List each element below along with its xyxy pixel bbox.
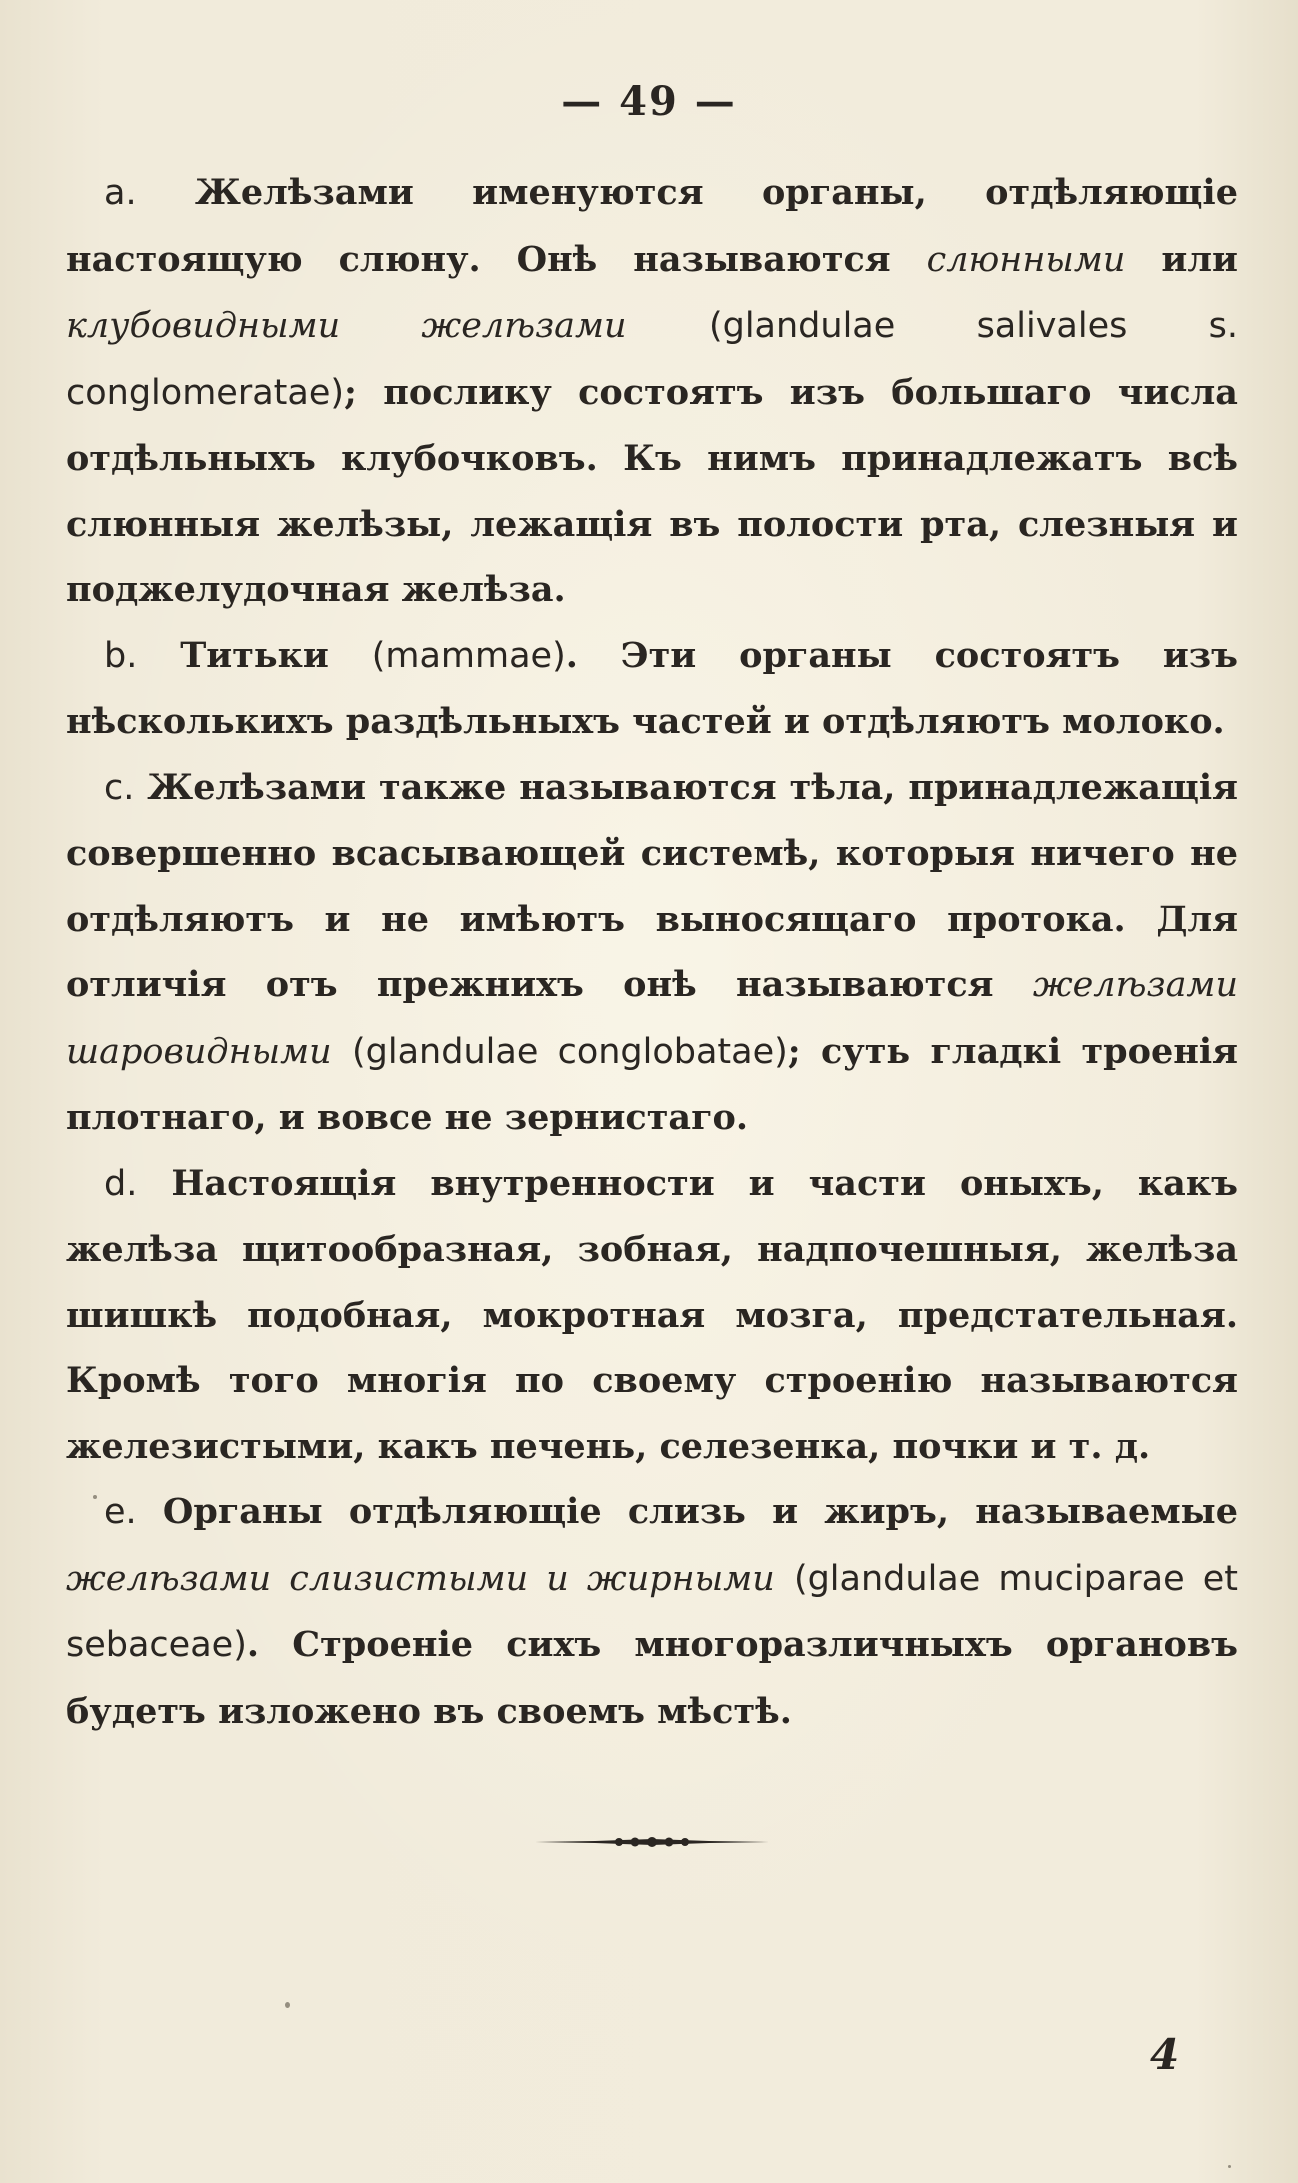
paragraph-label: b. (104, 635, 138, 676)
paragraph-label: d. (104, 1163, 138, 1204)
latin-term: (glandulae conglobatae) (352, 1031, 788, 1072)
signature-mark: 4 (1150, 2030, 1180, 2079)
italic-term: клубовидными желѣзами (66, 306, 627, 346)
paragraph-text: или (1125, 238, 1238, 280)
paper-speck (93, 1495, 97, 1499)
paper-speck (285, 2002, 290, 2008)
paragraph-text (332, 1031, 352, 1072)
paragraph-text: Титьки (137, 634, 372, 676)
latin-term: (glandulae salivales s. conglomeratae) (66, 306, 1238, 413)
paragraph-c (66, 755, 1238, 1151)
paragraph-text: Желѣзами также называются тѣла, принадлежащія совершенно всасывающей системѣ, которыя ничего не отдѣляютъ и не имѣютъ выносящаго протока. Для отличія отъ прежнихъ онѣ называются (66, 766, 1238, 1005)
italic-term: желѣзами слизистыми и жирными (66, 1558, 775, 1599)
paragraph-label: c. (104, 767, 135, 808)
paragraph-text (627, 305, 709, 346)
paragraph-text: ; суть гладкі троенія плотнаго, и вовсе не зернистаго. (66, 1030, 1238, 1138)
page-number: — 49 — (561, 78, 737, 125)
paragraph-text: ; послику состоятъ изъ большаго числа отдѣльныхъ клубочковъ. Къ нимъ принадлежатъ всѣ слюнныя желѣзы, лежащія въ полости рта, слезныя и поджелудочная желѣза. (66, 371, 1238, 610)
paper-speck (1228, 2165, 1231, 2168)
paragraph-b (66, 623, 1238, 755)
latin-term: (mammae) (371, 635, 566, 676)
paragraph-label: a. (104, 173, 137, 213)
paragraph-text: . Строеніе сихъ многоразличныхъ органовъ будетъ изложено въ своемъ мѣстѣ. (66, 1624, 1238, 1732)
paragraph-a (66, 160, 1238, 623)
italic-term: желѣзами шаровидными (66, 965, 1238, 1072)
latin-term: (glandulae muciparae et sebaceae) (66, 1558, 1238, 1665)
italic-term: слюнными (926, 239, 1126, 280)
ornament-divider (535, 1834, 769, 1850)
paragraph-d (66, 1151, 1238, 1480)
paragraph-e (66, 1479, 1238, 1744)
paragraph-label: e. (104, 1492, 137, 1532)
paragraph-text: Органы отдѣляющіе слизь и жиръ, называемые (136, 1491, 1238, 1532)
paragraph-text: Желѣзами именуются органы, отдѣляющіе настоящую слюну. Онѣ называются (66, 172, 1238, 280)
body-text (66, 160, 1238, 1744)
paragraph-text: Настоящія внутренности и части оныхъ, какъ желѣза щитообразная, зобная, надпочешныя, желѣза шишкѣ подобная, мокротная мозга, предстательная. Кромѣ того многія по своему строенію называются железистыми, какъ печень, селезенка, почки и т. д. (66, 1162, 1238, 1467)
paragraph-text: . Эти органы состоятъ изъ нѣсколькихъ раздѣльныхъ частей и отдѣляютъ молоко. (66, 634, 1238, 742)
paragraph-text (775, 1558, 794, 1599)
